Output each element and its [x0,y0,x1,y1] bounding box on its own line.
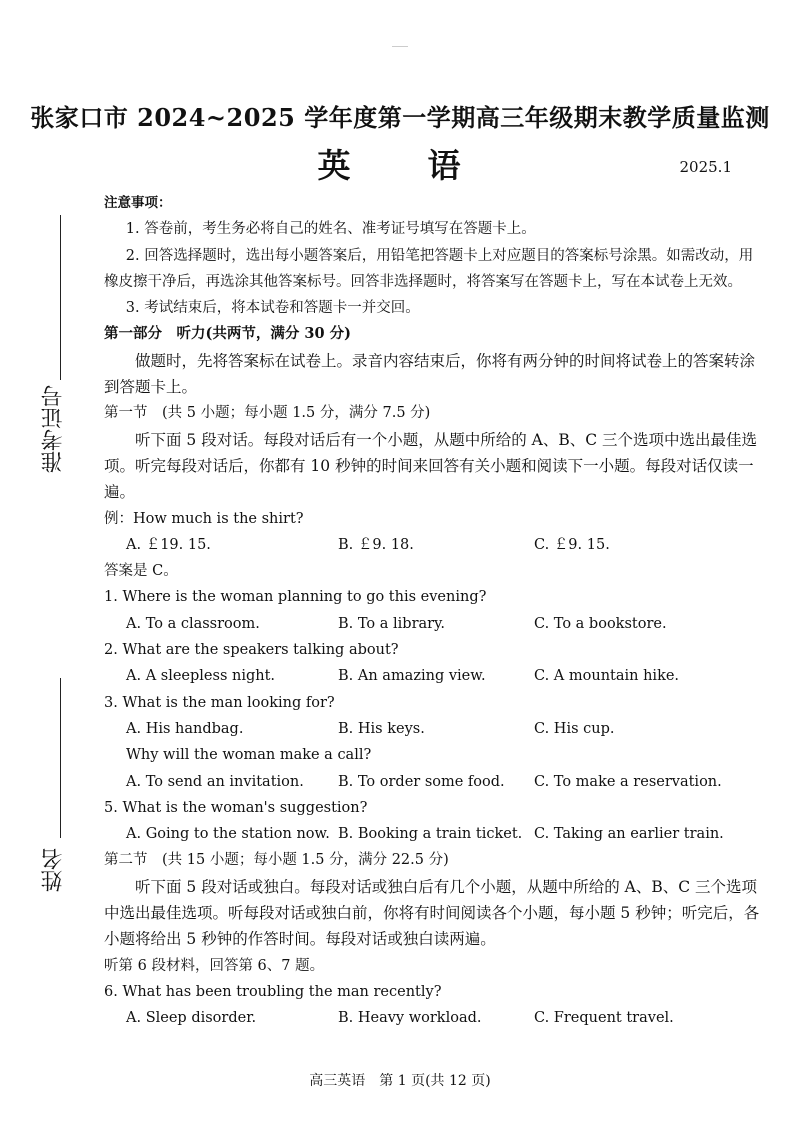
example-options [104,532,764,558]
option-a: A. To a classroom. [126,615,260,632]
section1-heading: 第一节 (共 5 小题；每小题 1.5 分，满分 7.5 分) [104,405,431,422]
section2-heading: 第二节 (共 15 小题；每小题 1.5 分，满分 22.5 分) [104,852,449,869]
exam-title: 张家口市 2024~2025 学年度第一学期高三年级期末教学质量监测 [30,103,770,132]
exam-id-label: 准考证号 [41,385,66,473]
section2-intro: 听下面 5 段对话或独白。每段对话或独白后有几个小题，从题中所给的 A、B、C 三个选项中选出最佳选项。听每段对话或独白前，你将有时间阅读各个小题，每小题 5 秒钟；听完后，各小题将给出 5 秒钟的作答时间。每段对话或独白读两遍。 [104,877,760,949]
option-b: B. Heavy workload. [338,1010,482,1027]
example-question: 例：How much is the shirt? [104,510,304,527]
option-a: A. ￡19. 15. [126,536,211,553]
part1-intro: 做题时，先将答案标在试卷上。录音内容结束后，你将有两分钟的时间将试卷上的答案转涂到答题卡上。 [104,351,756,397]
question-3: 3. What is the man looking for? [104,694,335,711]
option-c: C. ￡9. 15. [534,536,610,553]
question-6: 6. What has been troubling the man recently? [104,983,442,1000]
option-b: B. ￡9. 18. [338,536,414,553]
page-footer: 高三英语 第 1 页(共 12 页) [309,1073,491,1089]
option-b: B. His keys. [338,720,425,737]
option-a: A. Sleep disorder. [126,1010,257,1027]
material-6-instruction: 听第 6 段材料，回答第 6、7 题。 [104,957,325,974]
notice-item-3: 3. 考试结束后，将本试卷和答题卡一并交回。 [125,300,420,317]
option-c: C. To a bookstore. [534,615,667,632]
option-c: C. Taking an earlier train. [534,826,724,843]
option-a: A. To send an invitation. [126,773,304,790]
option-b: B. Booking a train ticket. [338,826,523,843]
exam-id-line [60,215,61,380]
option-b: B. To order some food. [338,773,505,790]
question-3-options [104,716,764,742]
option-c: C. To make a reservation. [534,773,722,790]
exam-date: 2025.1 [679,158,732,176]
name-line [60,678,61,838]
question-5: 5. What is the woman's suggestion? [104,799,368,816]
option-a: A. A sleepless night. [126,668,276,685]
example-answer: 答案是 C。 [104,563,178,580]
question-4-options [104,769,764,795]
part1-heading: 第一部分 听力(共两节，满分 30 分) [104,325,351,343]
top-mark [392,46,408,47]
option-b: B. To a library. [338,615,445,632]
question-1: 1. Where is the woman planning to go this evening? [104,589,487,606]
option-c: C. Frequent travel. [534,1010,674,1027]
option-a: A. His handbag. [126,720,244,737]
question-6-options [104,1005,764,1031]
question-2-options [104,663,764,689]
subject-title: 英 语 [317,146,483,185]
option-a: A. Going to the station now. [126,826,330,843]
question-4: Why will the woman make a call? [126,747,372,764]
section1-intro: 听下面 5 段对话。每段对话后有一个小题，从题中所给的 A、B、C 三个选项中选出最佳选项。听完每段对话后，你都有 10 秒钟的时间来回答有关小题和阅读下一小题。每段对话仅读一遍。 [104,430,758,502]
option-c: C. A mountain hike. [534,668,680,685]
name-label: 姓名 [41,848,66,892]
notice-heading: 注意事项： [104,195,172,211]
question-1-options [104,611,764,637]
notice-item-2: 2. 回答选择题时，选出每小题答案后，用铅笔把答题卡上对应题目的答案标号涂黑。如需改动，用橡皮擦干净后，再选涂其他答案标号。回答非选择题时，将答案写在答题卡上，写在本试卷上无效。 [104,247,754,290]
option-c: C. His cup. [534,720,615,737]
option-b: B. An amazing view. [338,668,486,685]
question-5-options [104,821,764,847]
question-2: 2. What are the speakers talking about? [104,642,399,659]
exam-content [104,190,764,1032]
notice-item-1: 1. 答卷前，考生务必将自己的姓名、准考证号填写在答题卡上。 [125,221,536,238]
